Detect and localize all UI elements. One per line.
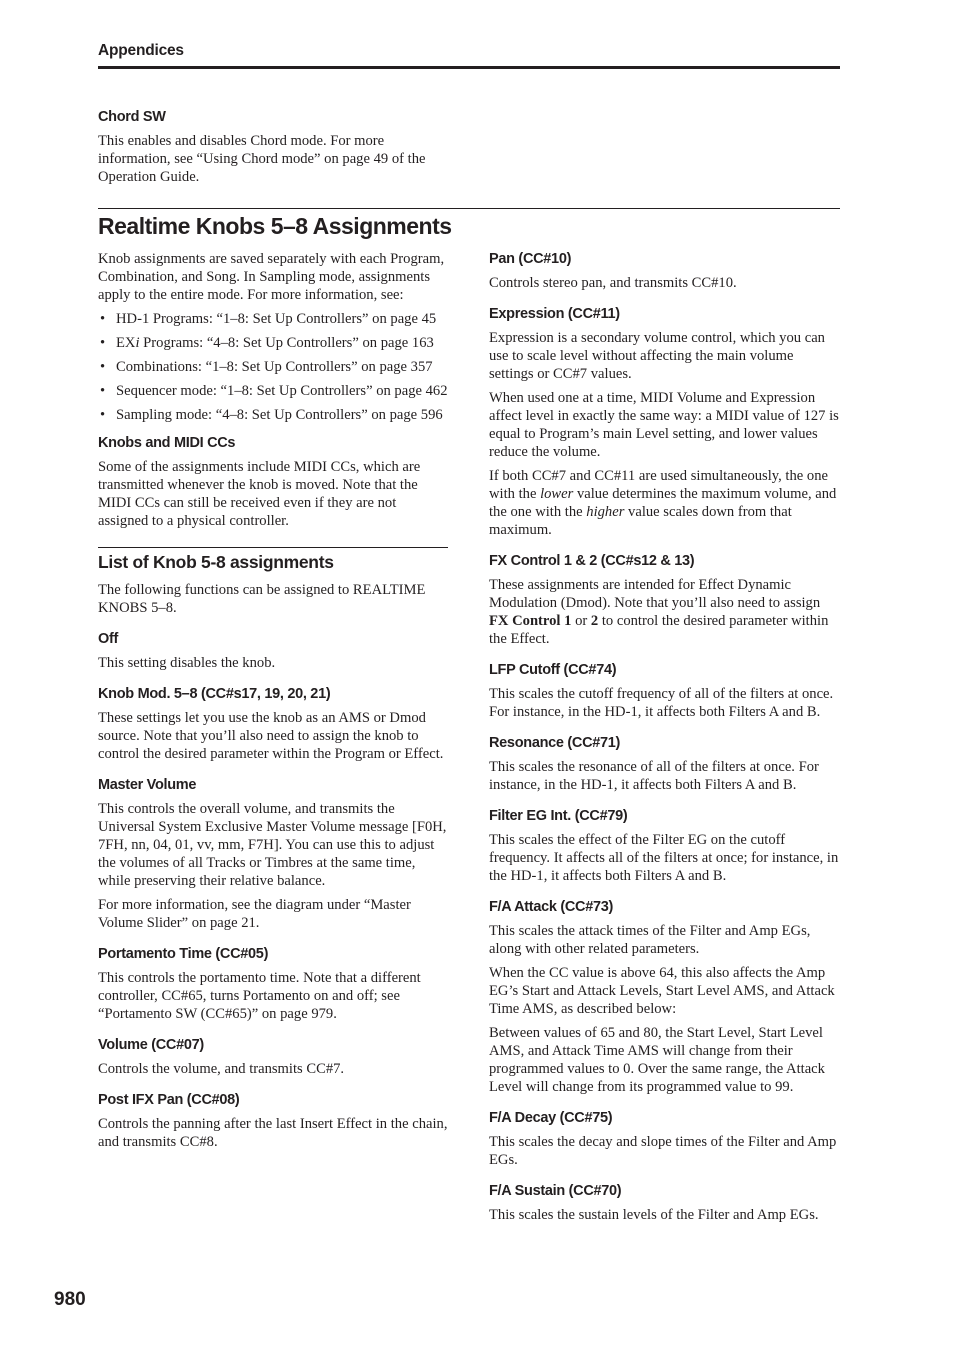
- list-item-text: Programs: “4–8: Set Up Controllers” on page 163: [139, 335, 434, 351]
- volume-text: Controls the volume, and transmits CC#7.: [98, 1061, 345, 1077]
- fa-decay-text: This scales the decay and slope times of the Filter and Amp EGs.: [489, 1134, 837, 1168]
- fa-decay-heading: F/A Decay (CC#75): [489, 1110, 613, 1126]
- fa-attack-text: Between values of 65 and 80, the Start Level, Start Level AMS, and Attack Time AMS will change from their programmed values to 0. Over the same range, the Attack Level will change from its programmed value to 99.: [489, 1025, 825, 1095]
- lfp-cutoff-section: [489, 661, 841, 721]
- resonance-section: [489, 734, 841, 794]
- knobs-midi-text: Some of the assignments include MIDI CCs, which are transmitted whenever the knob is moved. Note that the MIDI CCs can still be received even if they are not assigned to a physical controller.: [98, 459, 421, 529]
- text-run: value scales down from that maximum.: [489, 504, 792, 538]
- expression-text: Expression is a secondary volume control, which you can use to scale level without affecting the main volume settings or CC#7 values.: [489, 330, 825, 382]
- master-volume-heading: Master Volume: [98, 777, 197, 793]
- knob-mod-section: [98, 685, 448, 763]
- chord-sw-heading: Chord SW: [98, 109, 166, 125]
- fa-attack-section: [489, 898, 841, 1096]
- portamento-text: This controls the portamento time. Note that a different controller, CC#65, turns Portamento on and off; see “Portamento SW (CC#65)” on page 979.: [98, 970, 421, 1022]
- list-item: [98, 406, 448, 424]
- expression-text: [489, 467, 841, 539]
- list-item-text: Combinations: “1–8: Set Up Controllers” on page 357: [116, 359, 433, 375]
- bold-run: FX Control 1: [489, 613, 572, 629]
- knob-mod-heading: Knob Mod. 5–8 (CC#s17, 19, 20, 21): [98, 686, 331, 702]
- fa-attack-text: This scales the attack times of the Filter and Amp EGs, along with other related parameters.: [489, 923, 811, 957]
- left-column: [98, 250, 448, 1157]
- off-section: [98, 630, 448, 672]
- fa-attack-heading: F/A Attack (CC#73): [489, 899, 614, 915]
- resonance-heading: Resonance (CC#71): [489, 735, 621, 751]
- text-run: value determines the maximum volume, and the one with the: [489, 486, 837, 520]
- knob-list-intro: The following functions can be assigned to REALTIME KNOBS 5–8.: [98, 582, 426, 616]
- bullet-icon: •: [100, 335, 106, 351]
- lfp-cutoff-heading: LFP Cutoff (CC#74): [489, 662, 617, 678]
- portamento-heading: Portamento Time (CC#05): [98, 946, 269, 962]
- expression-text: When used one at a time, MIDI Volume and Expression affect level in exactly the same way: a MIDI value of 127 is equal to Program’s main Level setting, and lower values reduce the volume.: [489, 390, 839, 460]
- filter-eg-section: [489, 807, 841, 885]
- filter-eg-heading: Filter EG Int. (CC#79): [489, 808, 628, 824]
- fa-attack-text: When the CC value is above 64, this also affects the Amp EG’s Start and Attack Levels, Start Level AMS, and Attack Time AMS, as described below:: [489, 965, 835, 1017]
- list-item-text: Sequencer mode: “1–8: Set Up Controllers” on page 462: [116, 383, 448, 399]
- right-column: [489, 250, 841, 1230]
- italic-run: lower: [540, 486, 574, 502]
- fa-sustain-heading: F/A Sustain (CC#70): [489, 1183, 622, 1199]
- volume-heading: Volume (CC#07): [98, 1037, 204, 1053]
- list-item: [98, 334, 448, 352]
- knob-list-section: [98, 547, 448, 617]
- fx-control-text: [489, 576, 841, 648]
- expression-heading: Expression (CC#11): [489, 306, 620, 322]
- fa-sustain-text: This scales the sustain levels of the Filter and Amp EGs.: [489, 1207, 819, 1223]
- off-heading: Off: [98, 631, 119, 647]
- list-item-text: HD-1 Programs: “1–8: Set Up Controllers” on page 45: [116, 311, 437, 327]
- master-volume-text: This controls the overall volume, and transmits the Universal System Exclusive Master Volume message [F0H, 7FH, nn, 04, 01, vv, mm, F7H]. You can use this to adjust the volumes of all Tracks or Timbres at the same time, while preserving their relative balance.: [98, 801, 447, 889]
- bullet-icon: •: [100, 407, 106, 423]
- italic-run: higher: [586, 504, 625, 520]
- master-volume-text: For more information, see the diagram under “Master Volume Slider” on page 21.: [98, 897, 411, 931]
- pan-text: Controls stereo pan, and transmits CC#10.: [489, 275, 737, 291]
- bold-run: 2: [590, 613, 599, 629]
- knobs-midi-section: [98, 434, 448, 530]
- knobs-midi-heading: Knobs and MIDI CCs: [98, 435, 236, 451]
- main-title: Realtime Knobs 5–8 Assignments: [98, 213, 452, 239]
- post-ifx-heading: Post IFX Pan (CC#08): [98, 1092, 240, 1108]
- fa-decay-section: [489, 1109, 841, 1169]
- text-run: or: [571, 613, 591, 629]
- intro-text: Knob assignments are saved separately with each Program, Combination, and Song. In Sampling mode, assignments apply to the entire mode. For more information, see:: [98, 251, 445, 303]
- text-run: These assignments are intended for Effect Dynamic Modulation (Dmod). Note that you’ll also need to assign: [489, 577, 821, 611]
- pan-heading: Pan (CC#10): [489, 251, 572, 267]
- list-item: [98, 358, 448, 376]
- list-item: [98, 310, 448, 328]
- list-item-text: EX: [116, 335, 136, 351]
- fa-sustain-section: [489, 1182, 841, 1224]
- chord-sw-text: This enables and disables Chord mode. For more information, see “Using Chord mode” on page 49 of the Operation Guide.: [98, 133, 426, 185]
- expression-section: [489, 305, 841, 539]
- bullet-icon: •: [100, 383, 106, 399]
- filter-eg-text: This scales the effect of the Filter EG on the cutoff frequency. It affects all of the filters at once; for instance, in the HD-1, it affects both Filters A and B.: [489, 832, 839, 884]
- list-item-text: Sampling mode: “4–8: Set Up Controllers” on page 596: [116, 407, 443, 423]
- knob-list-heading: List of Knob 5-8 assignments: [98, 552, 334, 572]
- fx-control-section: [489, 552, 841, 648]
- lfp-cutoff-text: This scales the cutoff frequency of all of the filters at once. For instance, in the HD-1, it affects both Filters A and B.: [489, 686, 834, 720]
- section-rule: [98, 208, 840, 209]
- intro-block: [98, 250, 448, 424]
- text-run: If both CC#7 and CC#11 are used simultaneously, the one with the: [489, 468, 828, 502]
- pan-section: [489, 250, 841, 292]
- bullet-icon: •: [100, 311, 106, 327]
- running-header: Appendices: [98, 42, 184, 59]
- header-rule: [98, 66, 840, 69]
- page-number: 980: [54, 1289, 86, 1310]
- resonance-text: This scales the resonance of all of the filters at once. For instance, in the HD-1, it affects both Filters A and B.: [489, 759, 819, 793]
- bullet-icon: •: [100, 359, 106, 375]
- chord-sw-section: [98, 108, 443, 192]
- off-text: This setting disables the knob.: [98, 655, 276, 671]
- list-item-italic: i: [135, 335, 140, 351]
- reference-list: [98, 310, 448, 424]
- master-volume-section: [98, 776, 448, 932]
- text-run: to control the desired parameter within the Effect.: [489, 613, 829, 647]
- post-ifx-section: [98, 1091, 448, 1151]
- list-item: [98, 382, 448, 400]
- fx-control-heading: FX Control 1 & 2 (CC#s12 & 13): [489, 553, 695, 569]
- post-ifx-text: Controls the panning after the last Insert Effect in the chain, and transmits CC#8.: [98, 1116, 448, 1150]
- portamento-section: [98, 945, 448, 1023]
- volume-section: [98, 1036, 448, 1078]
- knob-mod-text: These settings let you use the knob as an AMS or Dmod source. Note that you’ll also need to assign the knob to control the desired parameter within the Program or Effect.: [98, 710, 444, 762]
